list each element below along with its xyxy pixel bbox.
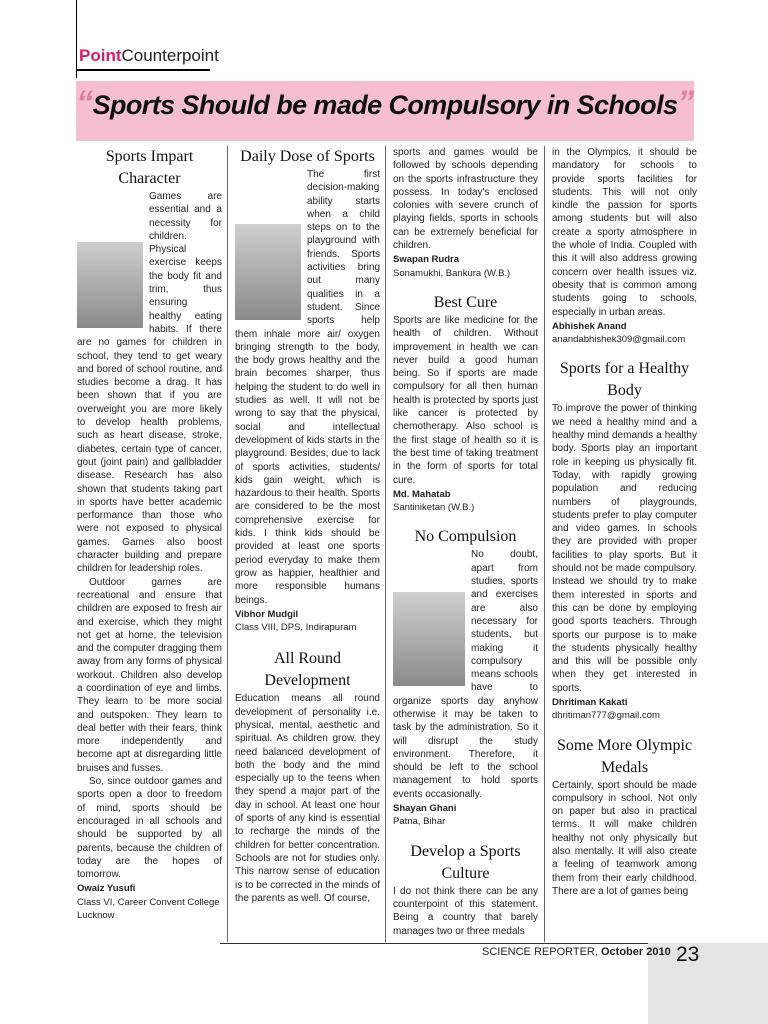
margin-rule xyxy=(76,0,77,78)
column-divider xyxy=(227,146,228,942)
author-place: Patna, Bihar xyxy=(393,816,446,828)
author-name: Owaiz Yusufi xyxy=(77,883,136,895)
page-headline xyxy=(76,84,694,123)
footer-rule xyxy=(220,943,648,944)
article-title: Some More Olympic Medals xyxy=(556,736,693,776)
section-tag xyxy=(79,46,219,66)
article-title: Daily Dose of Sports xyxy=(240,148,375,165)
column-divider xyxy=(385,146,386,942)
author-place: Santiniketan (W.B.) xyxy=(393,502,475,514)
author-name: Abhishek Anand xyxy=(552,320,627,332)
issue-date: October 2010 xyxy=(601,946,671,958)
author-photo xyxy=(393,592,465,686)
column-2 xyxy=(235,146,380,905)
article-body: Games are essential and a necessity for children. Physical exercise keeps the body fit and trim, thus ensuring healthy eating habits. If there are no games for children in school, they tend to get weary and bored of school routine, and studies become a drag. It has been shown that if you are overweight you are more likely to develop health problems, such as heart disease, stroke, diabetes, certain type of cancer, gout (joint pain) and gallbladder disease. Research has also shown that students taking part in sports have better academic performance than those who were not exposed to physical games. Games also boost character building and prepare children for leadership roles. xyxy=(77,191,222,575)
article-title: Develop a Sports Culture xyxy=(410,842,521,882)
author-place: Class VI, Career Convent College Lucknow xyxy=(77,896,220,922)
author-place: dhritiman777@gmail.com xyxy=(552,710,660,722)
page-number: 23 xyxy=(676,943,700,966)
author-name: Vibhor Mudgil xyxy=(235,608,299,620)
article-body: The first decision-making ability starts when a child steps on to the playground with friends. Sports activities bring out many qualities in a student. Since sports help them inhale more air/ oxygen bringing strength to the body, the body grows healthy and the brain becomes sharper, thus helping the student to do well in studies as well. It will not be wrong to say that the physical, social and intellectual development of kids starts in the playground. Besides, due to lack of sports activities, students/ kids gain weight, which is hazardous to their health. Sports are considered to be the most comprehensive exercise for kids. I think kids should be provided at least one sports period everyday to make them grow as happier, healthier and more responsible humans beings. xyxy=(235,169,380,606)
column-1 xyxy=(77,146,222,922)
author-place: Sonamukhi, Bankura (W.B.) xyxy=(393,267,511,279)
article-body: Outdoor games are recreational and ensure that children are exposed to fresh air and exercise, which they might not get at home, the television and the computer dragging them away from any forms of physical workout. Children also develop a coordination of eye and limbs. They learn to be more social and outspoken. They learn to deal better with their fears, think more independently and become apt at disregarding little bruises and fusses. xyxy=(77,576,222,774)
article-body: sports and games would be followed by schools depending on the sports infrastructure they possess. In today's enclosed colonies with severe crunch of playing fields, sports in schools can be extremely beneficial for children. xyxy=(393,147,538,252)
article-body: Certainly, sport should be made compulsory in school. Not only on paper but also in practical terms. It will make children healthy not only physically but also mentally. It will also create a feeling of teamwork among them from their early childhood. There are a lot of games being xyxy=(552,779,697,897)
author-name: Shayan Ghani xyxy=(393,803,457,815)
author-name: Md. Mahatab xyxy=(393,488,451,500)
article-body: Sports are like medicine for the health of children. Without improvement in health we can never build a good human being. So if sports are made compulsory for all then human health is protected by sports just like cancer is protected by chemotherapy. Also school is the first stage of health so it is the best time of taking treatment in the form of sports for total cure. xyxy=(393,314,538,486)
author-photo xyxy=(77,242,143,328)
magazine-name: SCIENCE REPORTER, xyxy=(482,946,598,958)
article-body: So, since outdoor games and sports open a door to freedom of mind, sports should be encouraged in all schools and should be supported by all parents, because the children of today are the hopes of tomorrow. xyxy=(77,776,222,881)
author-name: Dhritiman Kakati xyxy=(552,696,628,708)
headline-text: Sports Should be made Compulsory in Schools xyxy=(92,90,678,120)
column-4 xyxy=(552,146,697,898)
section-counterpoint: Counterpoint xyxy=(121,46,219,65)
article-body: in the Olympics, it should be mandatory for schools to provide sports facilities for students. This will not only kindle the passion for sports among students but will also create a sporty atmosphere in the whole of India. Coupled with this it will also address growing concern over health issues viz. obesity that is common among students going to schools, especially in urban areas. xyxy=(552,147,697,318)
article-title: All Round Development xyxy=(264,650,351,690)
author-photo xyxy=(235,224,301,320)
article-title: Sports Impart Character xyxy=(105,148,194,187)
close-quote: ” xyxy=(677,84,694,122)
article-body: To improve the power of thinking we need a healthy mind and a healthy mind demands a healthy body. Sports play an important role in keeping us physically fit. Today, with rapidly growing population and reducing numbers of playgrounds, students prefer to play computer and video games. In schools they are provided with proper facilities to play sports. But it should not be made compulsory. Instead we should try to make them interested in sports and this can be done by employing good sports teachers. Through sports our purpose is to make the students physically healthy and this will be possible only when they get interested in sports. xyxy=(552,403,697,694)
article-title: Best Cure xyxy=(433,293,498,311)
article-body: Education means all round development of personality i.e. physical, mental, aesthetic and spiritual. As children grow, they need balanced development of both the body and the mind especially up to the teens when they spend a major part of the day in school. At least one hour of sports of any kind is essential to recharge the minds of the children for better concentration. Schools are not for studies only. This narrow sense of education is to be corrected in the minds of the parents as well. Of course, xyxy=(235,693,380,904)
article-title: Sports for a Healthy Body xyxy=(559,360,690,400)
author-name: Swapan Rudra xyxy=(393,254,459,266)
section-point: Point xyxy=(79,46,122,65)
article-body: No doubt, apart from studies, sports and exercises are also necessary for students, but making it compulsory means schools have to organize sports day anyhow otherwise it may be taken to task by the administration. So it will disrupt the study environment. Therefore, it should be left to the school management to hold sports events occasionally. xyxy=(393,549,538,800)
footer-credit xyxy=(482,946,671,958)
author-place: Class VIII, DPS, Indirapuram xyxy=(235,622,357,634)
author-place: anandabhishek309@gmail.com xyxy=(552,334,686,346)
article-title: No Compulsion xyxy=(414,528,517,546)
article-body: I do not think there can be any counterpoint of this statement. Being a country that barely manages two or three medals xyxy=(393,885,538,937)
column-divider xyxy=(544,146,545,942)
section-underline xyxy=(76,69,210,71)
open-quote: “ xyxy=(76,84,93,122)
column-3 xyxy=(393,146,538,938)
